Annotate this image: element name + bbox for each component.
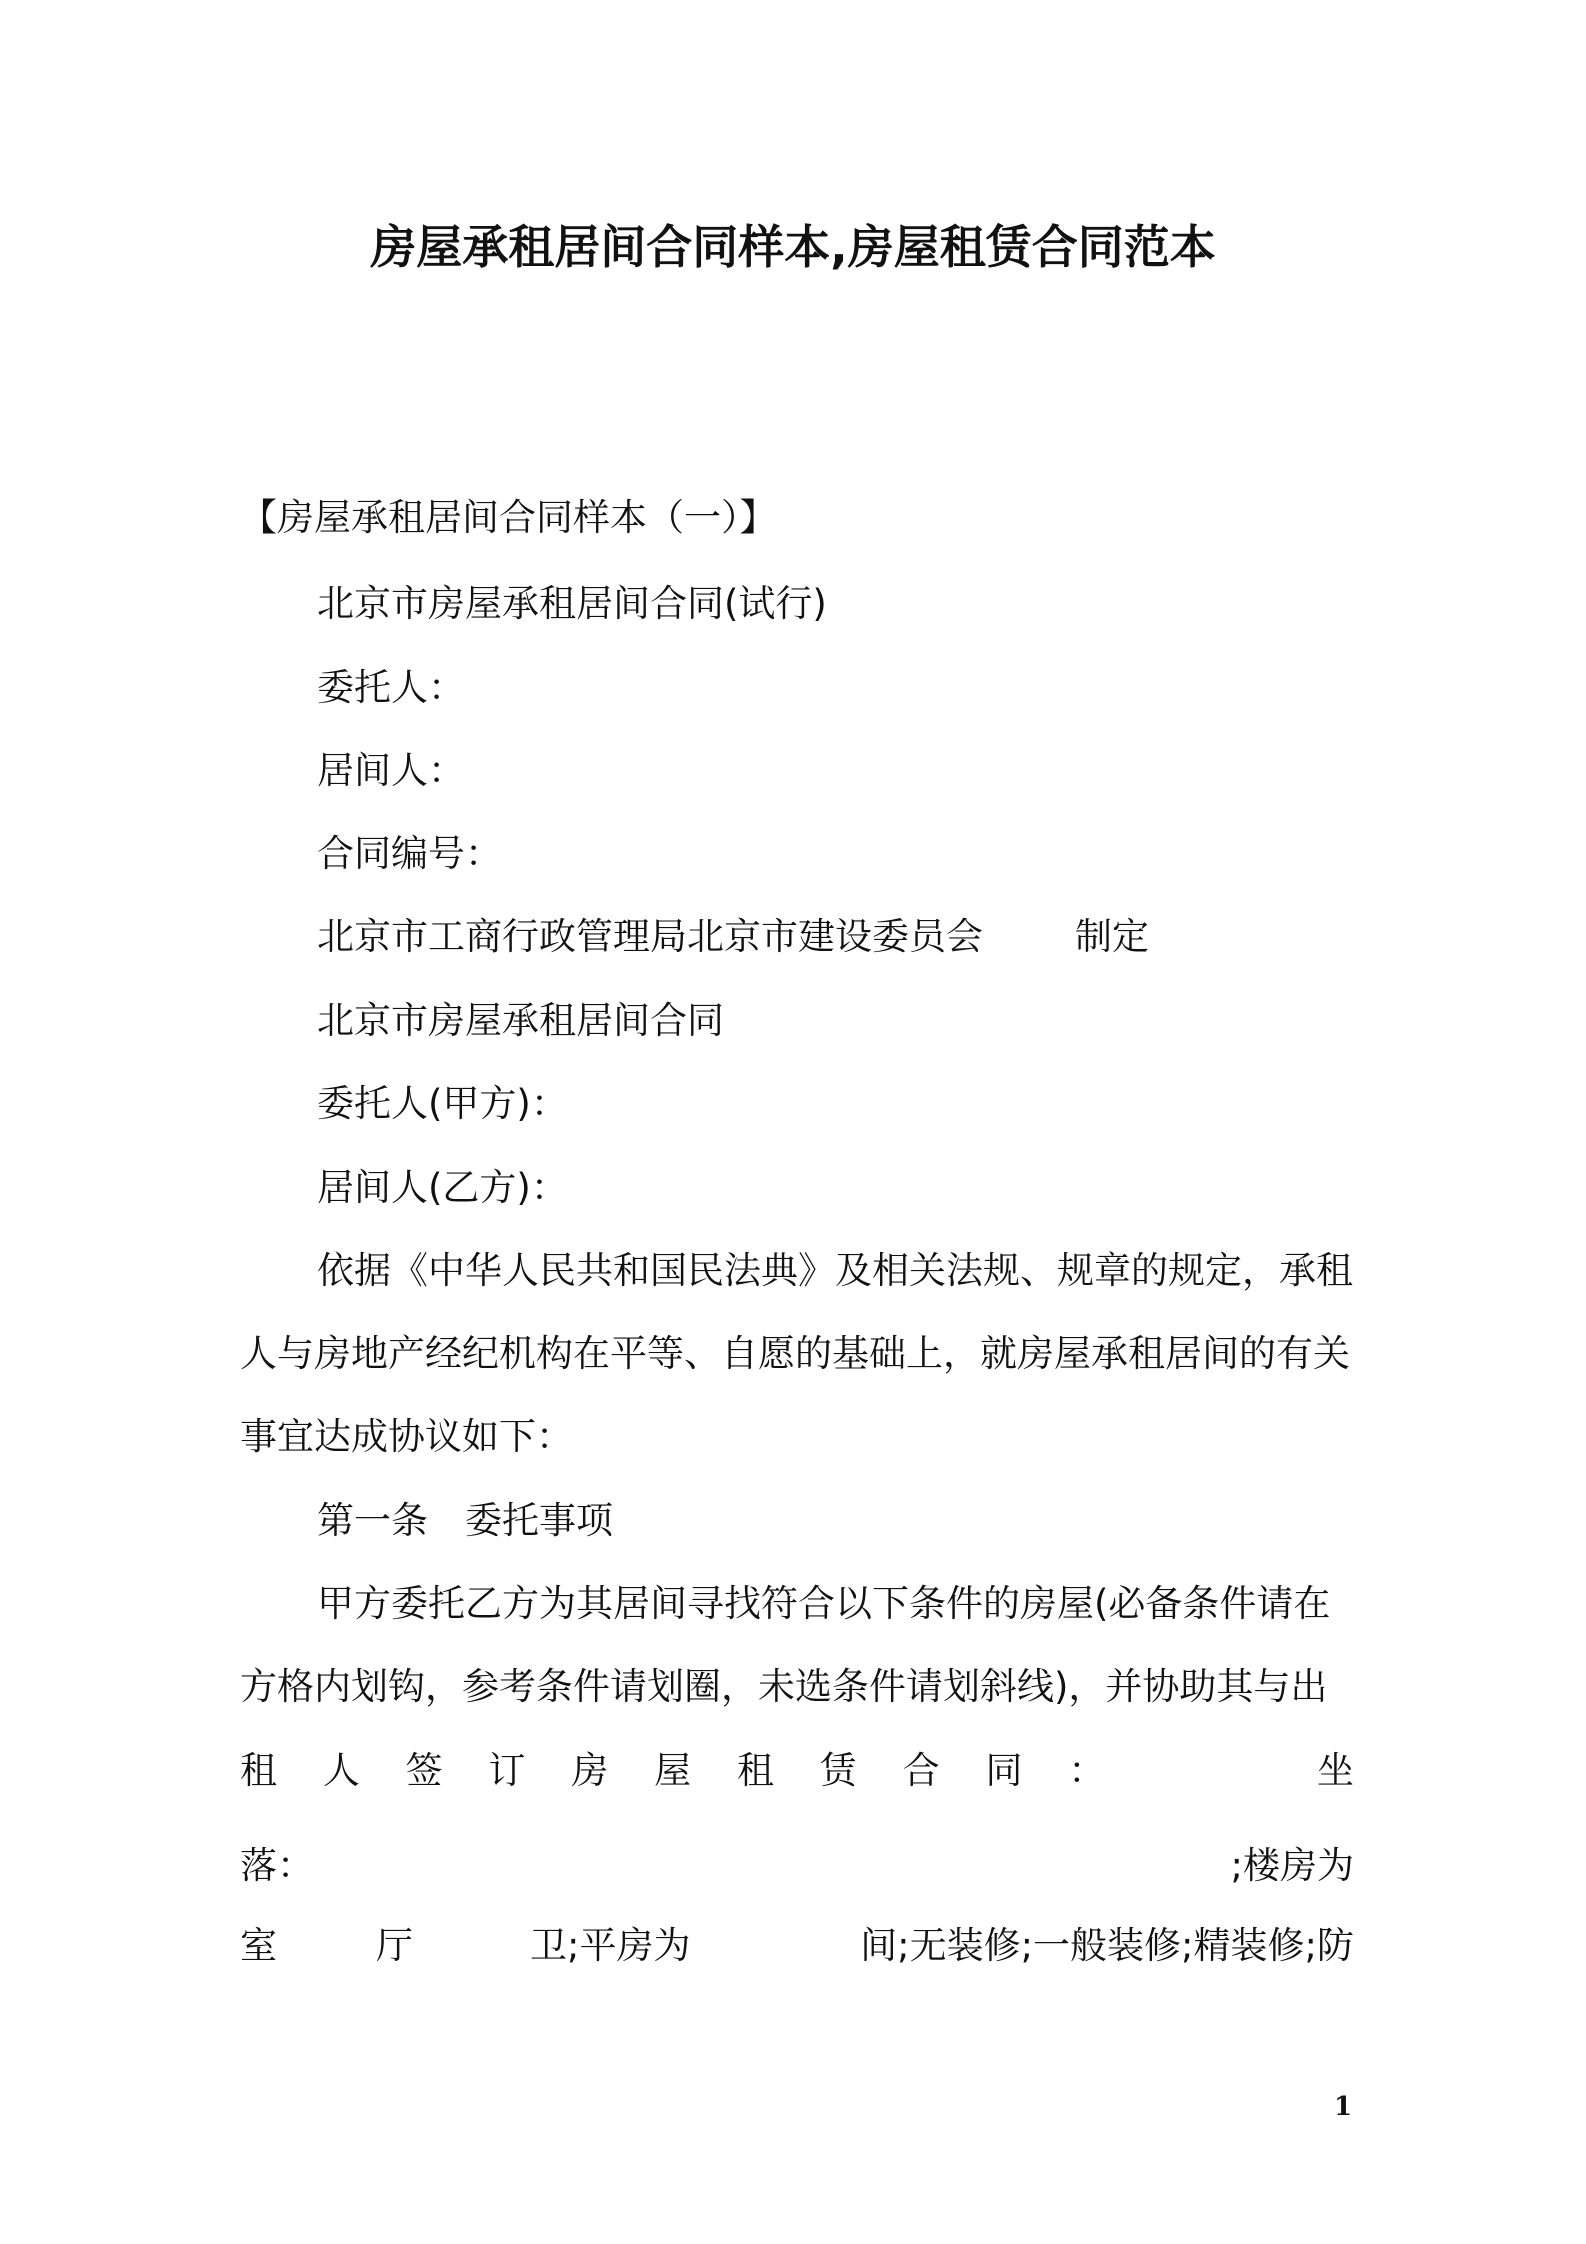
spread-char: 同 (985, 1749, 1023, 1792)
building-label: ;楼房为 (1230, 1844, 1354, 1887)
article-1-title: 第一条 委托事项 (317, 1499, 613, 1542)
spread-char: 租 (736, 1749, 774, 1792)
spread-blank (1151, 1743, 1271, 1799)
basis-paragraph-line-1: 依据《中华人民共和国民法典》及相关法规、规章的规定，承租 (317, 1249, 1353, 1292)
spread-char: 订 (488, 1749, 526, 1792)
hall-label: 厅 (376, 1924, 413, 1967)
bath-flat-label: 卫;平房为 (530, 1924, 691, 1967)
section-heading: 【房屋承租居间合同样本（一）】 (240, 496, 777, 539)
spread-char: ： (1068, 1749, 1106, 1792)
spread-char: 房 (571, 1749, 609, 1792)
issuer-line (317, 909, 1149, 965)
spread-char: 坐 (1316, 1749, 1354, 1792)
issuer-name: 北京市工商行政管理局北京市建设委员会 (317, 915, 983, 958)
spread-char: 屋 (654, 1749, 692, 1792)
contract-number-label: 合同编号： (317, 832, 502, 875)
spread-char: 赁 (819, 1749, 857, 1792)
location-line (240, 1838, 1354, 1894)
spread-char: 人 (322, 1749, 360, 1792)
basis-paragraph-line-3: 事宜达成协议如下： (240, 1415, 573, 1458)
room-label: 室 (240, 1924, 277, 1967)
party-a-label: 委托人(甲方)： (317, 1082, 568, 1125)
intermediary-label: 居间人： (317, 749, 465, 792)
article-1-line-1: 甲方委托乙方为其居间寻找符合以下条件的房屋(必备条件请在 (317, 1582, 1331, 1625)
decoration-options: 间;无装修;一般装修;精装修;防 (860, 1924, 1354, 1967)
room-line (240, 1918, 1354, 1974)
contract-name-trial: 北京市房屋承租居间合同(试行) (317, 582, 827, 625)
article-1-line-3 (240, 1743, 1354, 1799)
contract-name: 北京市房屋承租居间合同 (317, 999, 724, 1042)
party-b-label: 居间人(乙方)： (317, 1166, 568, 1209)
spread-char: 合 (902, 1749, 940, 1792)
client-label: 委托人： (317, 666, 465, 709)
page-number: 1 (1334, 2092, 1353, 2122)
spread-char: 签 (405, 1749, 443, 1792)
spread-char: 租 (240, 1749, 277, 1792)
article-1-line-2: 方格内划钩，参考条件请划圈，未选条件请划斜线)，并协助其与出 (240, 1665, 1328, 1708)
issuer-suffix: 制定 (1075, 915, 1149, 958)
location-label: 落： (240, 1844, 314, 1887)
basis-paragraph-line-2: 人与房地产经纪机构在平等、自愿的基础上，就房屋承租居间的有关 (240, 1332, 1350, 1375)
document-title: 房屋承租居间合同样本,房屋租赁合同范本 (370, 220, 1216, 274)
